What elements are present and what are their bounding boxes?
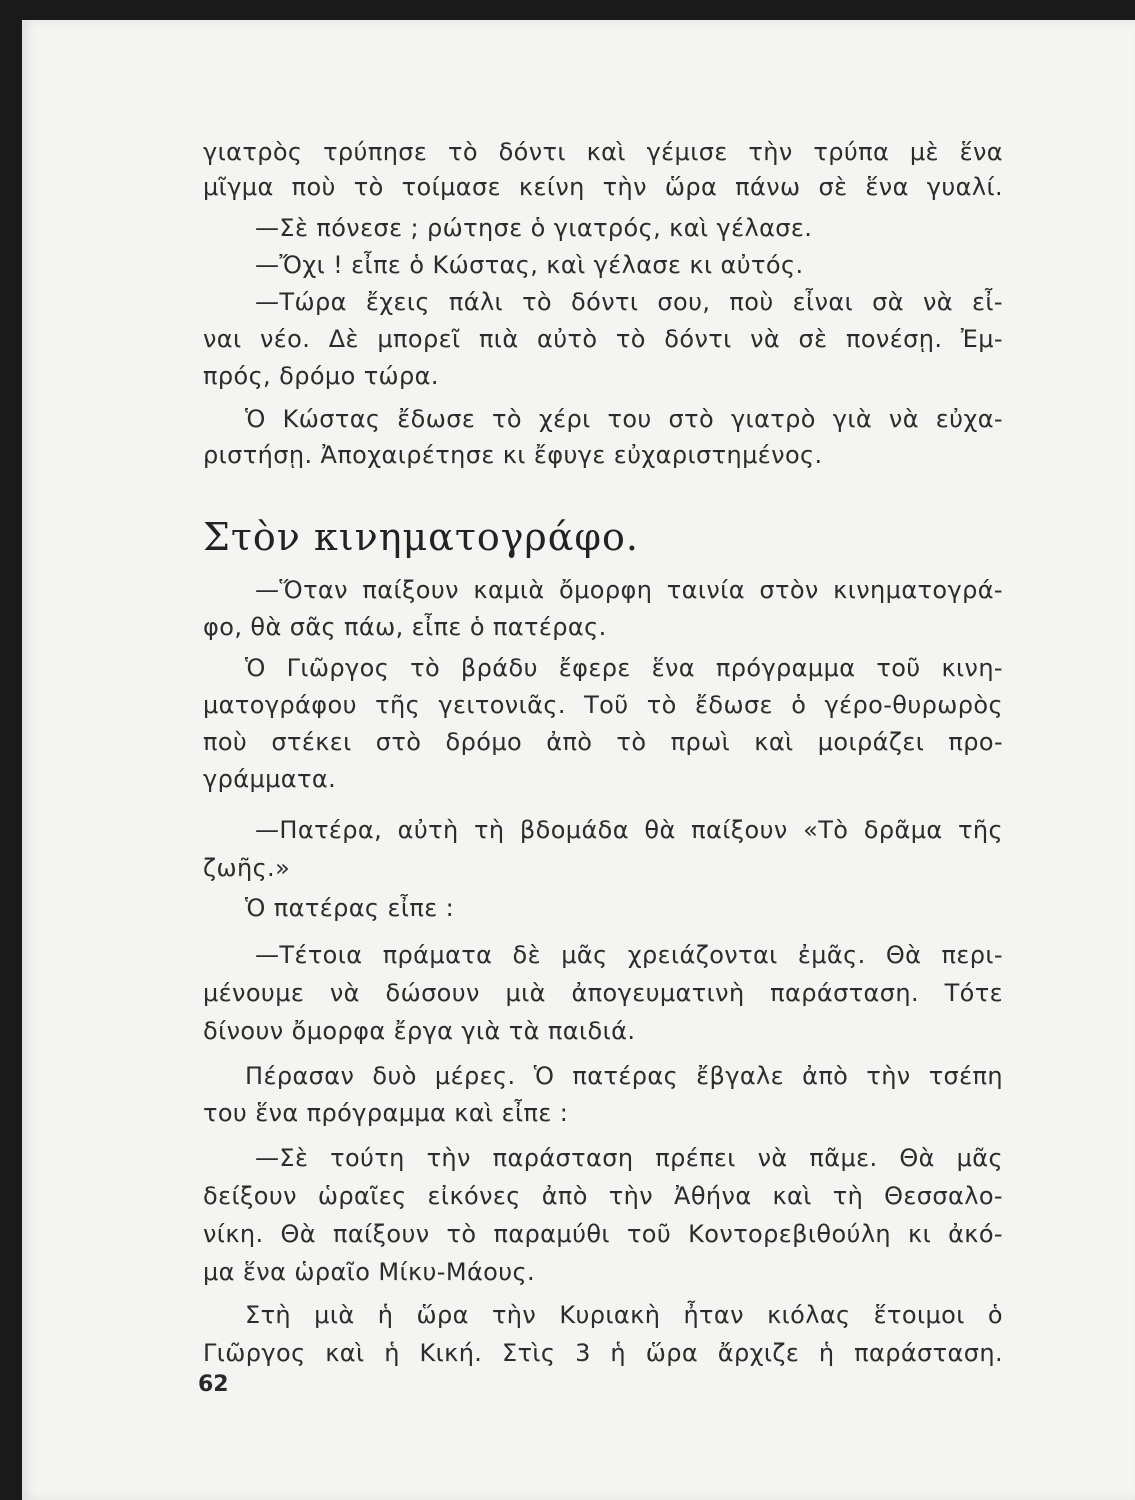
text-line: Ὁ πατέρας εἶπε : xyxy=(245,894,455,922)
text-line: ριστήσῃ. Ἀποχαιρέτησε κι ἔφυγε εὐχαριστημένος. xyxy=(203,441,823,469)
text-line: Ὁ Γιῶργος τὸ βράδυ ἔφερε ἕνα πρόγραμμα τοῦ κινη- xyxy=(245,654,1003,682)
text-line: ματογράφου τῆς γειτονιᾶς. Τοῦ τὸ ἔδωσε ὁ γέρο-θυρωρὸς xyxy=(203,691,1003,719)
text-line: ναι νέο. Δὲ μπορεῖ πιὰ αὐτὸ τὸ δόντι νὰ σὲ πονέσῃ. Ἐμ- xyxy=(203,325,1003,353)
text-line: γιατρὸς τρύπησε τὸ δόντι καὶ γέμισε τὴν τρύπα μὲ ἕνα xyxy=(203,138,1003,166)
text-line: μένουμε νὰ δώσουν μιὰ ἀπογευματινὴ παράσταση. Τότε xyxy=(203,979,1003,1007)
text-line: —Πατέρα, αὐτὴ τὴ βδομάδα θὰ παίξουν «Τὸ δρᾶμα τῆς xyxy=(255,816,1003,844)
text-line: νίκη. Θὰ παίξουν τὸ παραμύθι τοῦ Κοντορεβιθούλη κι ἀκό- xyxy=(203,1220,1003,1248)
text-line: —Τέτοια πράματα δὲ μᾶς χρειάζονται ἐμᾶς. Θὰ περι- xyxy=(255,941,1003,969)
text-line: του ἕνα πρόγραμμα καὶ εἶπε : xyxy=(203,1099,569,1127)
text-line: πρός, δρόμο τώρα. xyxy=(203,362,439,390)
text-line: δίνουν ὄμορφα ἔργα γιὰ τὰ παιδιά. xyxy=(203,1017,636,1045)
text-line: —Ὄχι ! εἶπε ὁ Κώστας, καὶ γέλασε κι αὐτός. xyxy=(255,251,804,279)
text-line: Πέρασαν δυὸ μέρες. Ὁ πατέρας ἔβγαλε ἀπὸ τὴν τσέπη xyxy=(245,1062,1003,1090)
section-heading: Στὸν κινηματογράφο. xyxy=(203,515,639,559)
text-line: μῖγμα ποὺ τὸ τοίμασε κείνη τὴν ὥρα πάνω σὲ ἕνα γυαλί. xyxy=(203,173,1003,201)
text-line: Ὁ Κώστας ἔδωσε τὸ χέρι του στὸ γιατρὸ γιὰ νὰ εὐχα- xyxy=(245,405,1003,433)
page-number: 62 xyxy=(198,1372,229,1397)
text-line: —Σὲ πόνεσε ; ρώτησε ὁ γιατρός, καὶ γέλασε. xyxy=(255,214,813,242)
text-line: —Τώρα ἔχεις πάλι τὸ δόντι σου, ποὺ εἶναι σὰ νὰ εἶ- xyxy=(255,288,1003,316)
text-line: —Σὲ τούτη τὴν παράσταση πρέπει νὰ πᾶμε. Θὰ μᾶς xyxy=(255,1144,1003,1172)
text-line: γράμματα. xyxy=(203,765,337,793)
text-line: Γιῶργος καὶ ἡ Κική. Στὶς 3 ἡ ὥρα ἄρχιζε ἡ παράσταση. xyxy=(203,1339,1003,1367)
text-line: δείξουν ὡραῖες εἰκόνες ἀπὸ τὴν Ἀθήνα καὶ τὴ Θεσσαλο- xyxy=(203,1182,1003,1210)
text-line: μα ἕνα ὡραῖο Μίκυ-Μάους. xyxy=(203,1258,536,1286)
text-line: —Ὅταν παίξουν καμιὰ ὄμορφη ταινία στὸν κινηματογρά- xyxy=(255,576,1003,604)
text-line: φο, θὰ σᾶς πάω, εἶπε ὁ πατέρας. xyxy=(203,613,607,641)
text-line: ζωῆς.» xyxy=(203,854,291,882)
text-line: ποὺ στέκει στὸ δρόμο ἀπὸ τὸ πρωὶ καὶ μοιράζει προ- xyxy=(203,728,1003,756)
text-line: Στὴ μιὰ ἡ ὥρα τὴν Κυριακὴ ἦταν κιόλας ἕτοιμοι ὁ xyxy=(245,1301,1003,1329)
